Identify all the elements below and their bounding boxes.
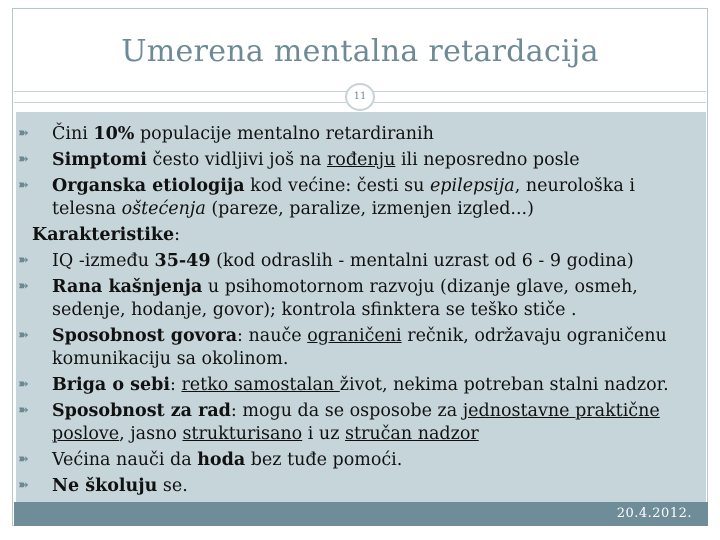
bullet-continuation xyxy=(52,198,534,220)
feather-arrow-icon: ➽ xyxy=(18,452,29,467)
text-segment: Simptomi xyxy=(52,150,147,170)
text-segment: IQ -između xyxy=(52,251,155,271)
text-segment: rođenju xyxy=(326,150,396,170)
bullet-item xyxy=(52,276,638,298)
text-segment: strukturisano xyxy=(182,424,303,444)
feather-arrow-icon: ➽ xyxy=(18,279,29,294)
text-segment: Sposobnost za rad xyxy=(52,401,231,421)
text-segment: Karakteristike xyxy=(32,225,175,245)
footer-bar xyxy=(14,502,708,526)
text-segment: retko samostalan xyxy=(181,375,340,395)
text-segment: telesna xyxy=(52,199,122,219)
feather-arrow-icon: ➽ xyxy=(18,126,29,141)
text-segment: Ne školuju xyxy=(52,476,158,496)
bullet-item xyxy=(52,123,434,145)
bullet-item xyxy=(52,400,660,422)
text-segment: 35-49 xyxy=(154,251,211,271)
bullet-item xyxy=(52,250,634,272)
slide-title: Umerena mentalna retardacija xyxy=(121,34,599,69)
bullet-continuation xyxy=(32,224,180,246)
feather-arrow-icon: ➽ xyxy=(18,178,29,193)
text-segment: ograničeni xyxy=(307,326,402,346)
text-segment: život, nekima potreban stalni nadzor. xyxy=(339,375,669,395)
bullet-item xyxy=(52,149,580,171)
content-panel xyxy=(16,112,706,502)
bullet-item xyxy=(52,475,188,497)
text-segment: bez tuđe pomoći. xyxy=(245,450,403,470)
text-segment: stručan nadzor xyxy=(344,424,479,444)
text-segment: Većina nauči da xyxy=(52,450,198,470)
text-segment: rečnik, održavaju ograničenu xyxy=(401,326,667,346)
text-segment: epilepsija xyxy=(429,176,515,196)
text-segment: i uz xyxy=(302,424,345,444)
feather-arrow-icon: ➽ xyxy=(18,403,29,418)
text-segment: oštećenja xyxy=(121,199,206,219)
text-segment: Sposobnost govora xyxy=(52,326,238,346)
text-segment: : nauče xyxy=(237,326,308,346)
text-segment: , neurološka i xyxy=(514,176,635,196)
text-segment: (pareze, paralize, izmenjen izgled...) xyxy=(205,199,534,219)
feather-arrow-icon: ➽ xyxy=(18,253,29,268)
text-segment: : mogu da se osposobe za xyxy=(230,401,463,421)
text-segment: jednostavne praktične xyxy=(462,401,660,421)
text-segment: Čini xyxy=(52,124,94,144)
text-segment: 10% xyxy=(93,124,135,144)
slide-date: 20.4.2012. xyxy=(616,506,692,521)
text-segment: Organska etiologija xyxy=(52,176,245,196)
text-segment: Rana kašnjenja xyxy=(52,277,203,297)
bullet-continuation xyxy=(52,423,479,445)
text-segment: poslove xyxy=(52,424,120,444)
bullet-item xyxy=(52,175,635,197)
text-segment: u psihomotornom razvoju (dizanje glave, osmeh, xyxy=(202,277,638,297)
feather-arrow-icon: ➽ xyxy=(18,328,29,343)
feather-arrow-icon: ➽ xyxy=(18,478,29,493)
text-segment: kod većine: česti su xyxy=(244,176,430,196)
text-segment: sedenje, hodanje, govor); kontrola sfinktera se teško stiče . xyxy=(52,300,577,320)
text-segment: hoda xyxy=(197,450,246,470)
feather-arrow-icon: ➽ xyxy=(18,152,29,167)
page-number-badge: 11 xyxy=(345,83,375,111)
text-segment: populacije mentalno retardiranih xyxy=(134,124,434,144)
text-segment: : xyxy=(169,375,182,395)
text-segment: se. xyxy=(157,476,188,496)
text-segment: često vidljivi još na xyxy=(146,150,327,170)
bullet-continuation xyxy=(52,348,288,370)
text-segment: : xyxy=(174,225,181,245)
bullet-item xyxy=(52,374,669,396)
bullet-item xyxy=(52,449,402,471)
text-segment: komunikaciju sa okolinom. xyxy=(52,349,289,369)
text-segment: , jasno xyxy=(119,424,183,444)
text-segment: ili neposredno posle xyxy=(395,150,580,170)
bullet-item xyxy=(52,325,667,347)
bullet-continuation xyxy=(52,299,577,321)
text-segment: Briga o sebi xyxy=(52,375,170,395)
text-segment: (kod odraslih - mentalni uzrast od 6 - 9 godina) xyxy=(210,251,634,271)
feather-arrow-icon: ➽ xyxy=(18,377,29,392)
